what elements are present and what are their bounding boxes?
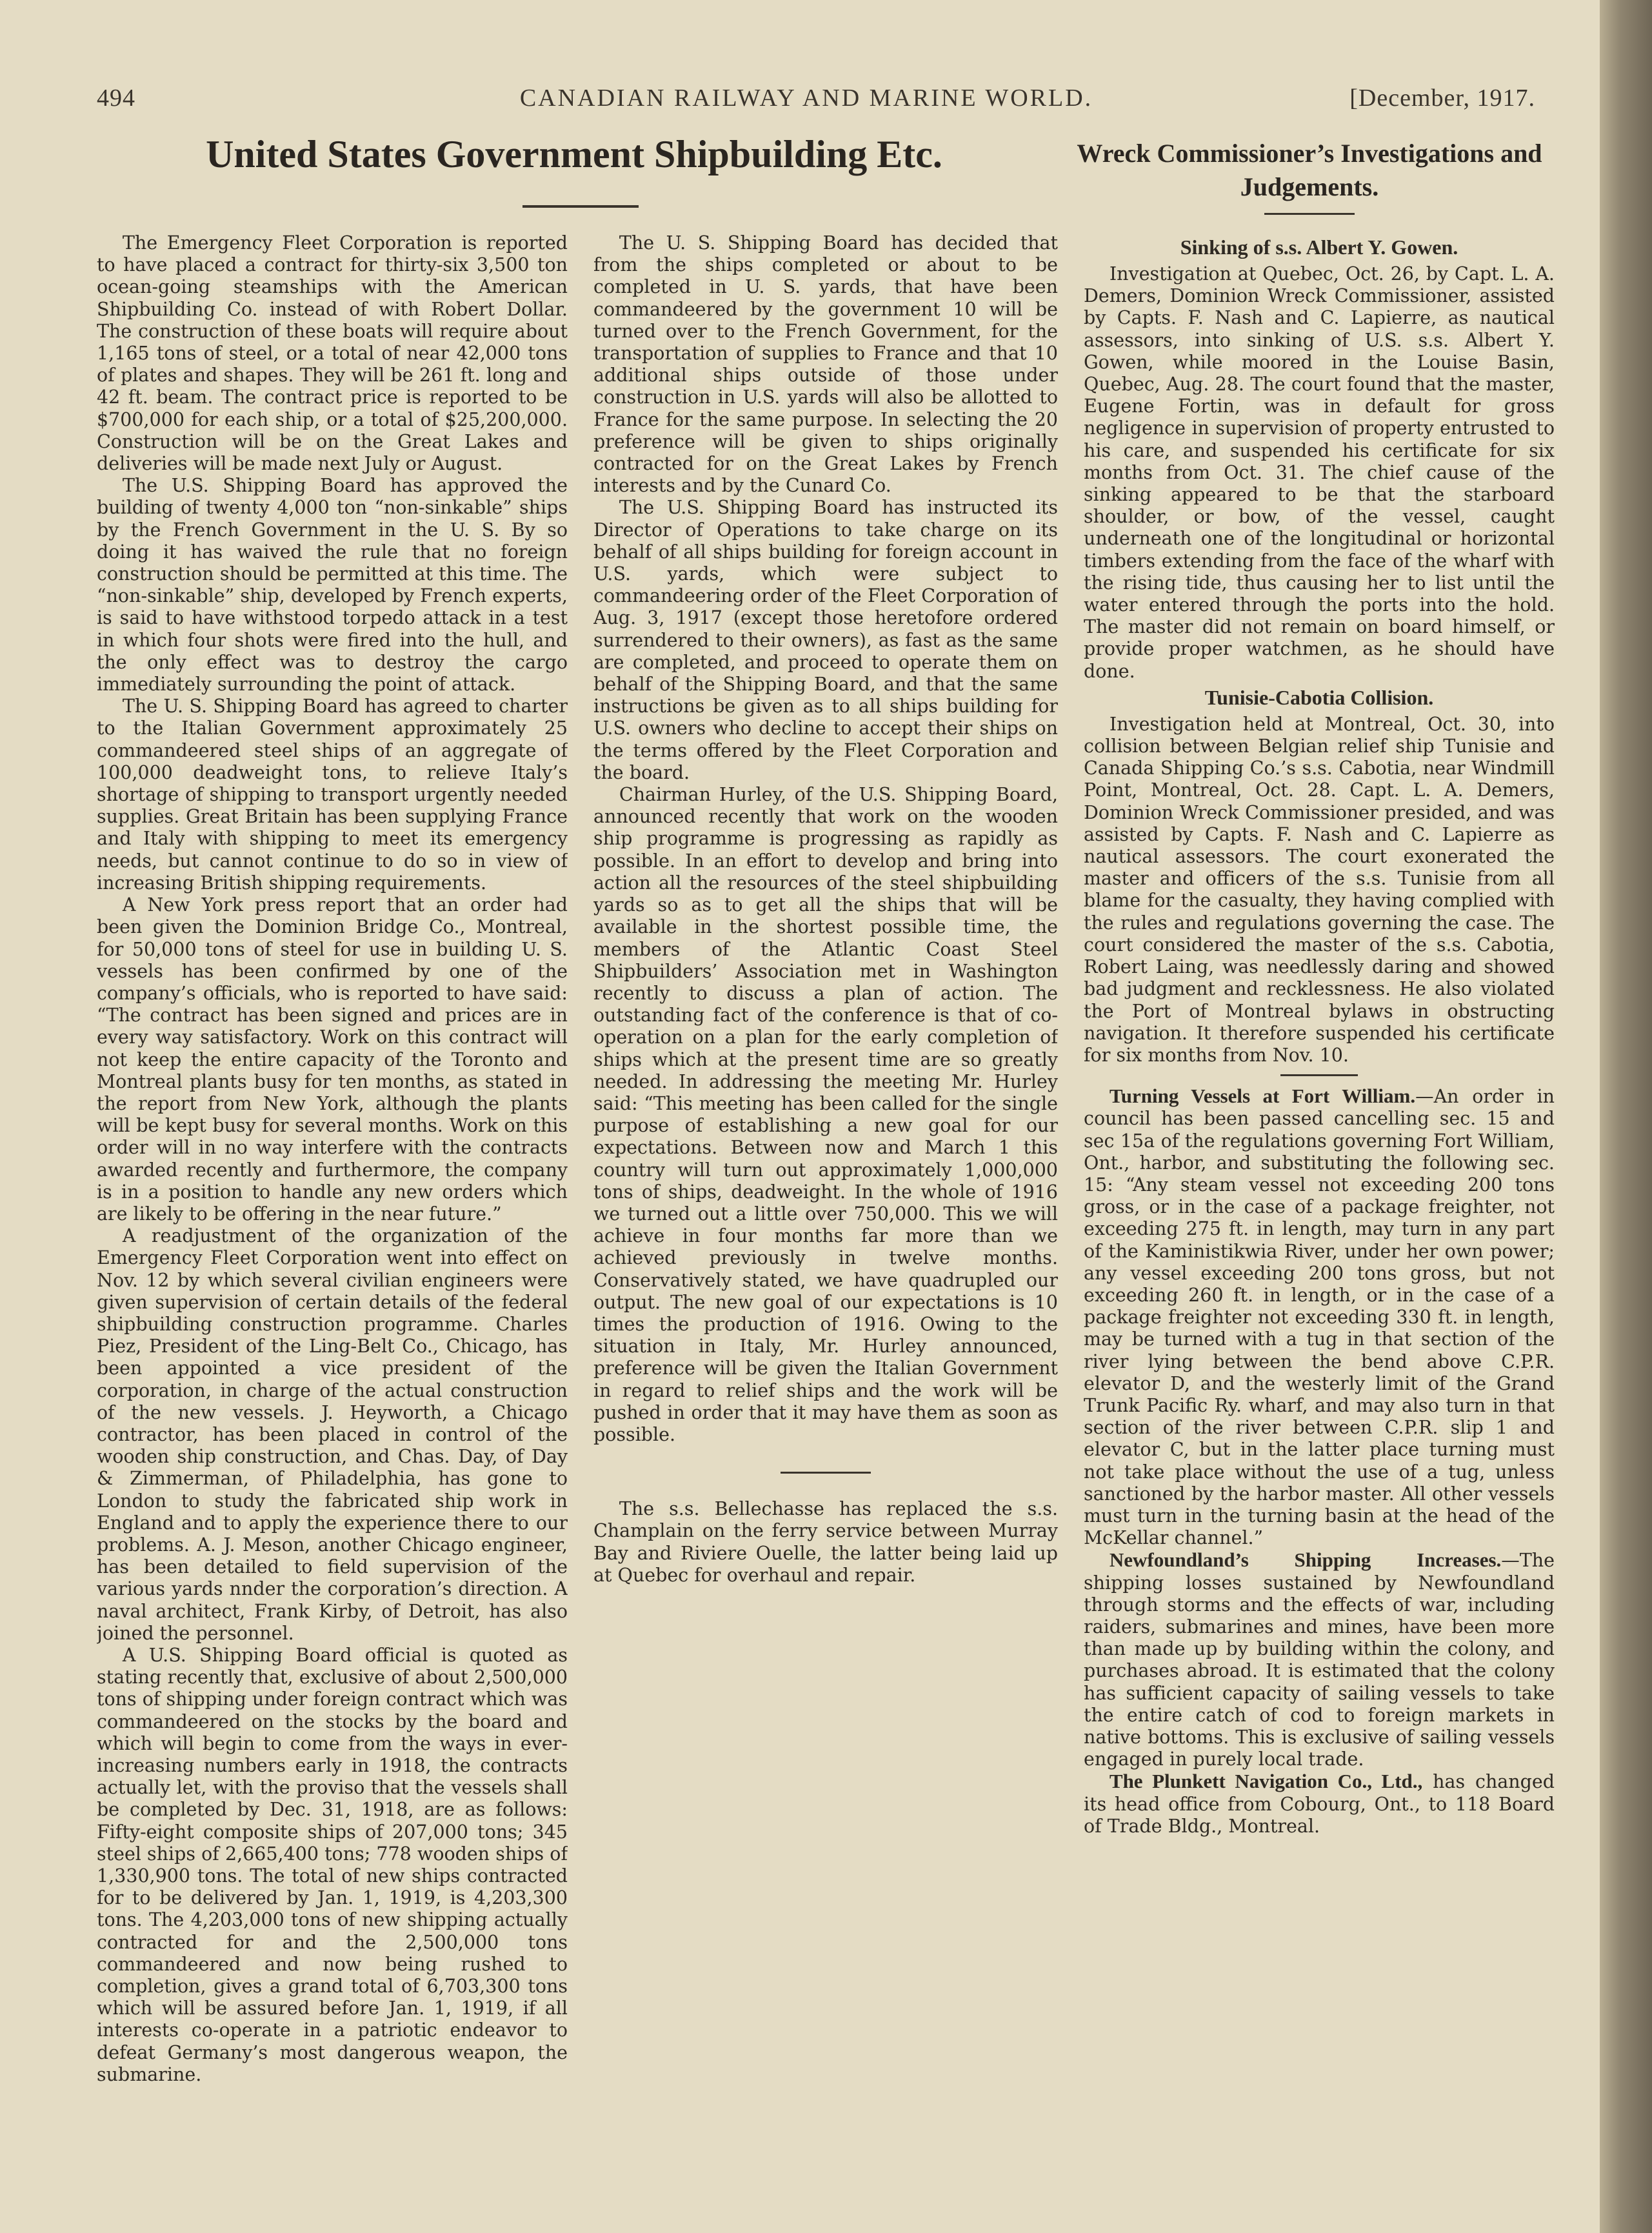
brief-lead: Turning Vessels at Fort William.: [1109, 1085, 1416, 1108]
section-divider: [781, 1472, 871, 1474]
brief-lead: The Plunkett Navigation Co., Ltd.,: [1109, 1770, 1423, 1793]
side-title-rule: [1264, 213, 1355, 215]
column-1: [97, 232, 568, 2181]
main-article-title: United States Government Shipbuilding Etc.: [206, 133, 942, 175]
brief-item: [1084, 1085, 1555, 1549]
paragraph: The U.S. Shipping Board has instructed its Director of Operations to take charge on its behalf of all ships building for foreign account in U.S. yards, which were subject to commandeering order of the Fleet Corporation of Aug. 3, 1917 (except those heretofore ordered surrendered to their owners), as fast as the same are completed, and proceed to operate them on behalf of the Shipping Board, and that the same instructions be given as to all ships building for U.S. owners who decline to accept their ships on the terms offered by the Fleet Corporation and the board.: [593, 497, 1058, 783]
paragraph: Investigation held at Montreal, Oct. 30, into collision between Belgian relief ship Tunisie and Canada Shipping Co.’s s.s. Cabotia, near Windmill Point, Montreal, Oct. 28. Capt. L. A. Demers, Dominion Wreck Commissioner presided, and was assisted by Capts. F. Nash and C. Lapierre as nautical assessors. The court exonerated the master and officers of the s.s. Tunisie from all blame for the casualty, they having complied with the rules and regulations governing the case. The court considered the master of the s.s. Cabotia, Robert Laing, was needlessly daring and showed bad judgment and recklessness. He also violated the Port of Montreal bylaws in obstructing navigation. It therefore suspended his certificate for six months from Nov. 10.: [1084, 713, 1555, 1066]
section-heading: Sinking of s.s. Albert Y. Gowen.: [1180, 235, 1458, 259]
brief-note: The s.s. Bellechasse has replaced the s.s. Champlain on the ferry service between Murray Bay and Riviere Ouelle, the latter being laid up at Quebec for overhaul and repair.: [593, 1498, 1058, 1586]
paragraph: The U.S. Shipping Board has approved the building of twenty 4,000 ton “non-sinkable” ships by the French Government in the U. S. By so doing it has waived the rule that no foreign construction should be permitted at this time. The “non-sinkable” ship, developed by French experts, is said to have withstood torpedo attack in a test in which four shots were fired into the hull, and the only effect was to destroy the cargo immediately surrounding the point of attack.: [97, 475, 568, 696]
paragraph: The U. S. Shipping Board has decided that from the ships completed or about to be completed in U. S. yards, that have been commandeered by the government 10 will be turned over to the French Government, for the transportation of supplies to France and that 10 additional ships outside of those under construction in U.S. yards will also be allotted to France for the same purpose. In selecting the 20 preference will be given to ships originally contracted for on the Great Lakes by French interests and by the Cunard Co.: [593, 232, 1058, 497]
issue-date: [December, 1917.: [1349, 85, 1535, 112]
paragraph: Chairman Hurley, of the U.S. Shipping Board, announced recently that work on the wooden ship programme is progressing as rapidly as possible. In an effort to develop and bring into action all the resources of the steel shipbuilding yards so as to get all the ships that will be available in the shortest possible time, the members of the Atlantic Coast Steel Shipbuilders’ Association met in Washington recently to discuss a plan of action. The outstanding fact of the conference is that of co-operation on a plan for the early completion of ships which at the present time are so greatly needed. In addressing the meeting Mr. Hurley said: “This meeting has been called for the single purpose of establishing a new goal for our expectations. Between now and March 1 this country will turn out approximately 1,000,000 tons of ships, deadweight. In the whole of 1916 we turned out a little over 750,000. This we will achieve in four months far more than we achieved previously in twelve months. Conservatively stated, we have quadrupled our output. The new goal of our expectations is 10 times the production of 1916. Owing to the situation in Italy, Mr. Hurley announced, preference will be given the Italian Government in regard to relief ships and the work will be pushed in order that it may have them as soon as possible.: [593, 784, 1058, 1445]
paragraph: A readjustment of the organization of the Emergency Fleet Corporation went into effect on Nov. 12 by which several civilian engineers were given supervision of certain details of the federal shipbuilding construction programme. Charles Piez, President of the Ling-Belt Co., Chicago, has been appointed a vice president of the corporation, in charge of the actual construction of the new vessels. J. Heyworth, a Chicago contractor, has been placed in control of the wooden ship construction, and Chas. Day, of Day & Zimmerman, of Philadelphia, has gone to London to study the fabricated ship work in England and to apply the experience there to our problems. A. J. Meson, another Chicago engineer, has been detailed to field supervision of the various yards nnder the corporation’s direction. A naval architect, Frank Kirby, of Detroit, has also joined the personnel.: [97, 1225, 568, 1644]
brief-item: [1084, 1770, 1555, 1837]
brief-lead: Newfoundland’s Shipping Increases.: [1109, 1548, 1502, 1572]
paragraph: Investigation at Quebec, Oct. 26, by Capt. L. A. Demers, Dominion Wreck Commissioner, assisted by Capts. F. Nash and C. Lapierre, as nautical assessors, into sinking of U.S. s.s. Albert Y. Gowen, while moored in the Louise Basin, Quebec, Aug. 28. The court found that the master, Eugene Fortin, was in default for gross negligence in supervision of property entrusted to his care, and suspended his certificate for six months from Oct. 31. The chief cause of the sinking appeared to be that the starboard shoulder, or bow, of the vessel, caught underneath one of the longitudinal or horizontal timbers extending from the face of the wharf with the rising tide, thus causing her to list until the water entered through the ports into the hold. The master did not remain on board himself, or provide proper watchmen, as he should have done.: [1084, 263, 1555, 682]
section-heading: Tunisie-Cabotia Collision.: [1204, 685, 1434, 709]
page-number: 494: [97, 85, 135, 112]
brief-body: has changed its head office from Cobourg, Ont., to 118 Board of Trade Bldg., Montreal.: [1084, 1771, 1555, 1837]
side-article-title: Wreck Commissioner’s Investigations and Judgements.: [1077, 139, 1542, 201]
brief-body: —An order in council has been passed cancelling sec. 15 and sec 15a of the regulations governing Fort William, Ont., harbor, and substituting the following sec. 15: “Any steam vessel not exceeding 200 tons gross, or in the case of a package freighter, not exceeding 275 ft. in length, may turn in any part of the Kaministikwia River, under her own power; any vessel exceeding 200 tons gross, but not exceeding 260 ft. in length, or in the case of a package freighter not exceeding 330 ft. in length, may be turned with a tug in that section of the river lying between the bend above C.P.R. elevator D, and the westerly limit of the Grand Trunk Pacific Ry. wharf, and may also turn in that section of the river between C.P.R. slip 1 and elevator C, but in the latter place turning must not take place without the use of a tug, unless sanctioned by the harbor master. All other vessels must turn in the turning basin at the head of the McKellar channel.”: [1084, 1086, 1555, 1549]
paragraph: The Emergency Fleet Corporation is reported to have placed a contract for thirty-six 3,500 ton ocean-going steamships with the American Shipbuilding Co. instead of with Robert Dollar. The construction of these boats will require about 1,165 tons of steel, or a total of near 42,000 tons of plates and shapes. They will be 261 ft. long and 42 ft. beam. The contract price is reported to be $700,000 for each ship, or a total of $25,200,000. Construction will be on the Great Lakes and deliveries will be made next July or August.: [97, 232, 568, 475]
running-head: [97, 84, 1535, 116]
section-divider: [1280, 1074, 1358, 1076]
column-3: [1084, 232, 1555, 2181]
binding-gutter: [1600, 0, 1652, 2233]
paragraph: A New York press report that an order had been given the Dominion Bridge Co., Montreal, for 50,000 tons of steel for use in building U. S. vessels has been confirmed by one of the company’s officials, who is reported to have said: “The contract has been signed and prices are in every way satisfactory. Work on this contract will not keep the entire capacity of the Toronto and Montreal plants busy for ten months, as stated in the report from New York, although the plants will be kept busy for several months. Work on this order will in no way interfere with the contracts awarded recently and furthermore, the company is in a position to handle any new orders which are likely to be offering in the near future.”: [97, 894, 568, 1225]
publication-title: CANADIAN RAILWAY AND MARINE WORLD.: [519, 85, 1093, 112]
column-2: [593, 232, 1058, 2181]
brief-item: [1084, 1549, 1555, 1770]
brief-body: —The shipping losses sustained by Newfoundland through storms and the effects of war, including raiders, submarines and mines, have been more than made up by building within the colony, and purchases abroad. It is estimated that the colony has sufficient capacity of sailing vessels to take the entire catch of cod to foreign markets in native bottoms. This is exclusive of sailing vessels engaged in purely local trade.: [1084, 1550, 1555, 1770]
paragraph: The U. S. Shipping Board has agreed to charter to the Italian Government approximately 25 commandeered steel ships of an aggregate of 100,000 deadweight tons, to relieve Italy’s shortage of shipping to transport urgently needed supplies. Great Britain has been supplying France and Italy with shipping to meet its emergency needs, but cannot continue to do so in view of increasing British shipping requirements.: [97, 696, 568, 894]
title-rule: [522, 205, 639, 208]
paragraph: A U.S. Shipping Board official is quoted as stating recently that, exclusive of about 2,500,000 tons of shipping under foreign contract which was commandeered on the stocks by the board and which will begin to come from the ways in ever-increasing numbers early in 1918, the contracts actually let, with the proviso that the vessels shall be completed by Dec. 31, 1918, are as follows: Fifty-eight composite ships of 207,000 tons; 345 steel ships of 2,665,400 tons; 778 wooden ships of 1,330,900 tons. The total of new ships contracted for to be delivered by Jan. 1, 1919, is 4,203,300 tons. The 4,203,000 tons of new shipping actually contracted for and the 2,500,000 tons commandeered and now being rushed to completion, gives a grand total of 6,703,300 tons which will be assured before Jan. 1, 1919, if all interests co-operate in a patriotic endeavor to defeat Germany’s most dangerous weapon, the submarine.: [97, 1645, 568, 2085]
